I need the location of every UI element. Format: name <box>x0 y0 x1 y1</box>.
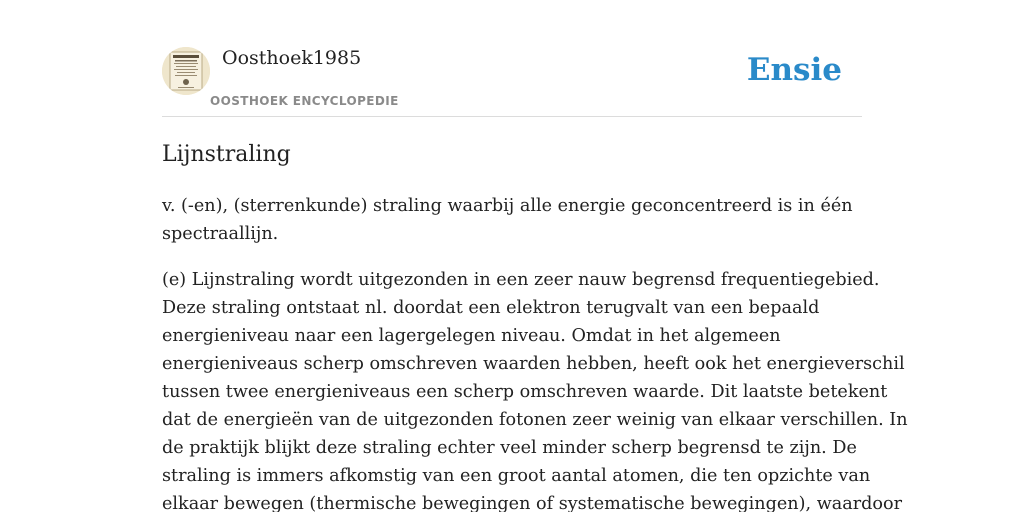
body-paragraph <box>162 266 908 512</box>
body-line: dat de energieën van de uitgezonden fotonen zeer weinig van elkaar verschillen. In <box>162 410 908 430</box>
body-line: energieniveau naar een lagergelegen niveau. Omdat in het algemeen <box>162 326 781 346</box>
definition-line: v. (-en), (sterrenkunde) straling waarbij alle energie geconcentreerd is in één <box>162 196 853 216</box>
definition-line: spectraallijn. <box>162 224 279 244</box>
article <box>162 140 908 512</box>
encyclopedia-title-page-icon <box>162 47 210 95</box>
body-line: (e) Lijnstraling wordt uitgezonden in een zeer nauw begrensd frequentiegebied. <box>162 270 880 290</box>
source-avatar[interactable] <box>162 47 210 95</box>
source-name[interactable]: Oosthoek1985 <box>222 47 362 69</box>
body-line: straling is immers afkomstig van een groot aantal atomen, die ten opzichte van <box>162 466 871 486</box>
definition-paragraph <box>162 192 862 248</box>
brand-logo[interactable]: Ensie <box>746 52 842 88</box>
body-line: de praktijk blijkt deze straling echter veel minder scherp begrensd te zijn. De <box>162 438 857 458</box>
source-header <box>162 44 862 117</box>
source-subtitle[interactable]: OOSTHOEK ENCYCLOPEDIE <box>210 94 399 108</box>
body-line: Deze straling ontstaat nl. doordat een elektron terugvalt van een bepaald <box>162 298 820 318</box>
body-line: energieniveaus scherp omschreven waarden hebben, heeft ook het energieverschil <box>162 354 905 374</box>
article-title: Lijnstraling <box>162 142 291 167</box>
body-line: tussen twee energieniveaus een scherp omschreven waarde. Dit laatste betekent <box>162 382 888 402</box>
body-line: elkaar bewegen (thermische bewegingen of systematische bewegingen), waardoor <box>162 494 902 512</box>
